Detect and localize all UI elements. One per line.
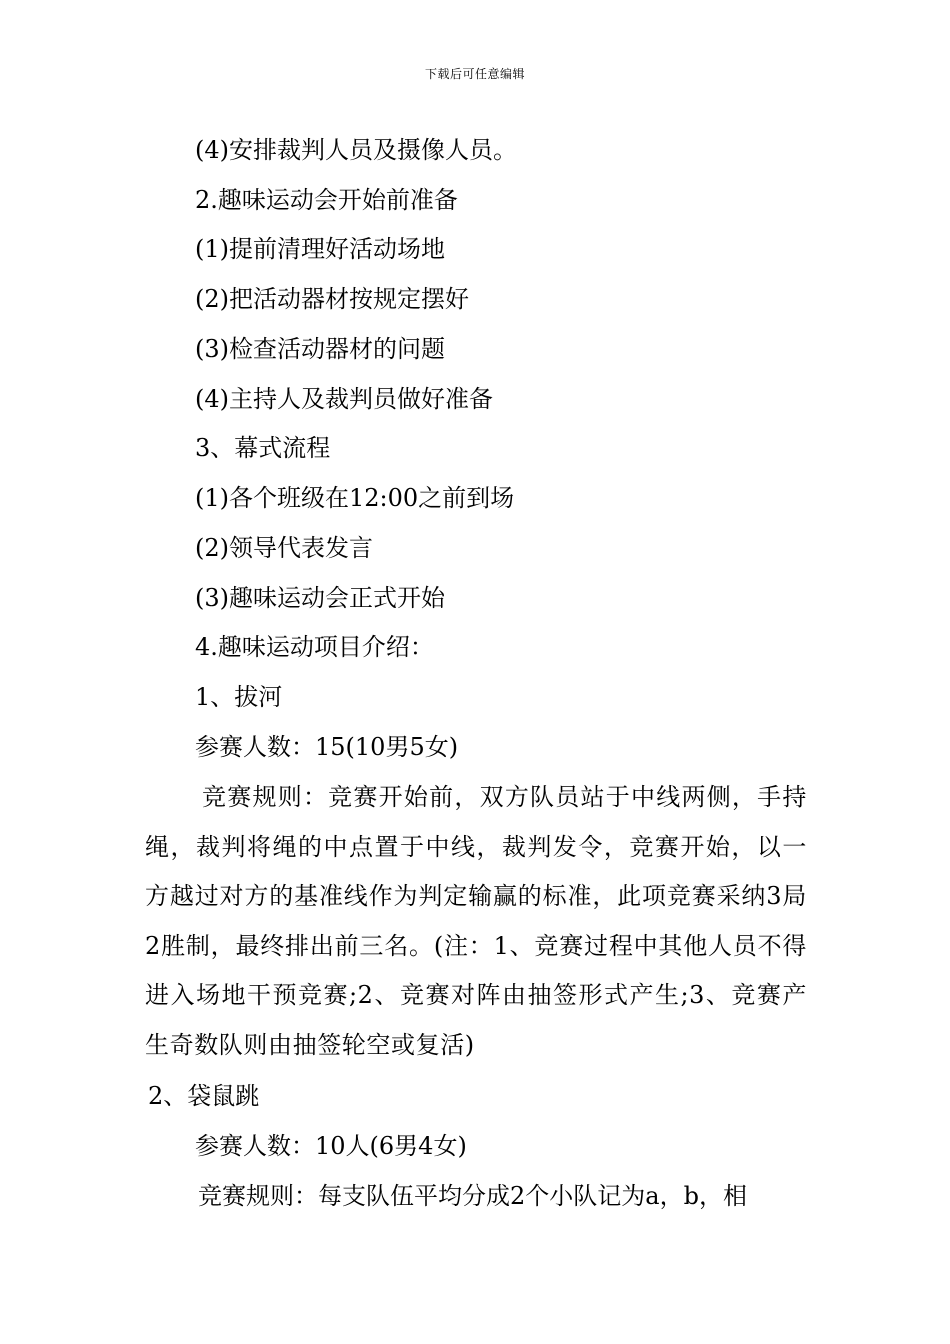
text-line: (2)把活动器材按规定摆好	[195, 285, 469, 313]
participant-count: 参赛人数：10人(6男4女)	[195, 1132, 467, 1160]
page-header: 下载后可任意编辑	[424, 67, 525, 81]
text-line: (3)检查活动器材的问题	[195, 335, 445, 363]
text-line: (1)各个班级在12:00之前到场	[195, 484, 515, 512]
section-heading: 4.趣味运动项目介绍：	[195, 633, 434, 661]
section-heading: 3、幕式流程	[195, 434, 331, 462]
event-title: 1、拔河	[195, 683, 283, 711]
text-line: (1)提前清理好活动场地	[195, 235, 445, 263]
text-line: 2.趣味运动会开始前准备	[195, 186, 458, 214]
text-line: (2)领导代表发言	[195, 534, 373, 562]
text-line: (3)趣味运动会正式开始	[195, 584, 445, 612]
rules-paragraph: 竞赛规则：竞赛开始前，双方队员站于中线两侧，手持绳，裁判将绳的中点置于中线，裁判发令，竞赛开始，以一方越过对方的基准线作为判定输赢的标准，此项竞赛采纳3局2胜制，最终排出前三名。(注：1、竞赛过程中其他人员不得进入场地干预竞赛;2、竞赛对阵由抽签形式产生;3、竞赛产生奇数队则由抽签轮空或复活)	[145, 783, 807, 1059]
event-title: 2、袋鼠跳	[148, 1082, 260, 1110]
rules-paragraph: 竞赛规则：每支队伍平均分成2个小队记为a，b，相	[198, 1182, 747, 1210]
participant-count: 参赛人数：15(10男5女)	[195, 733, 459, 761]
text-line: (4)安排裁判人员及摄像人员。	[195, 136, 517, 164]
text-line: (4)主持人及裁判员做好准备	[195, 385, 493, 413]
